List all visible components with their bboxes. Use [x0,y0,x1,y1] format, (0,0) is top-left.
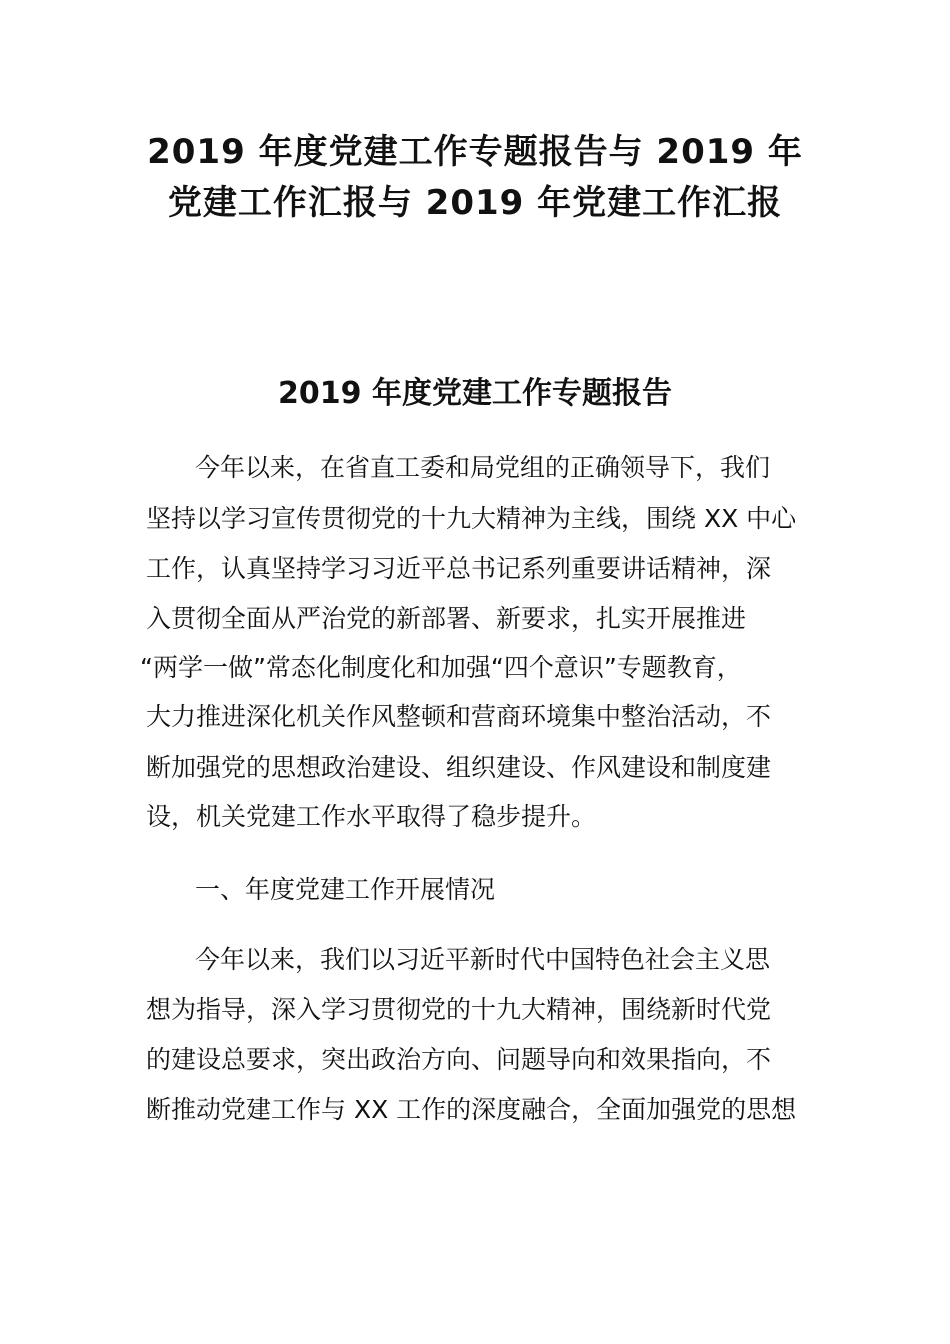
paragraph-line: 的建设总要求，突出政治方向、问题导向和效果指向，不 [146,1045,772,1074]
paragraph-line: 断加强党的思想政治建设、组织建设、作风建设和制度建 [146,753,772,782]
paragraph-line: 工作，认真坚持学习习近平总书记系列重要讲话精神，深 [146,554,772,583]
document-title-line-1: 2019 年度党建工作专题报告与 2019 年 [147,132,803,172]
paragraph-line: 断推动党建工作与 XX 工作的深度融合，全面加强党的思想 [146,1095,797,1124]
paragraph-line: 设，机关党建工作水平取得了稳步提升。 [146,802,597,831]
paragraph-line: 大力推进深化机关作风整顿和营商环境集中整治活动，不 [146,702,772,731]
paragraph-line: 想为指导，深入学习贯彻党的十九大精神，围绕新时代党 [146,995,772,1024]
paragraph-line: 坚持以学习宣传贯彻党的十九大精神为主线，围绕 XX 中心 [146,504,797,533]
section-title: 2019 年度党建工作专题报告 [278,376,672,411]
document-title-line-2: 党建工作汇报与 2019 年党建工作汇报 [167,183,783,223]
paragraph-line: 入贯彻全面从严治党的新部署、新要求，扎实开展推进 [146,604,747,633]
section-heading: 一、年度党建工作开展情况 [195,875,496,904]
paragraph-line: 今年以来，在省直工委和局党组的正确领导下，我们 [195,453,771,482]
paragraph-line: 今年以来，我们以习近平新时代中国特色社会主义思 [195,945,771,974]
paragraph-line: “两学一做”常态化制度化和加强“四个意识”专题教育， [140,653,742,682]
